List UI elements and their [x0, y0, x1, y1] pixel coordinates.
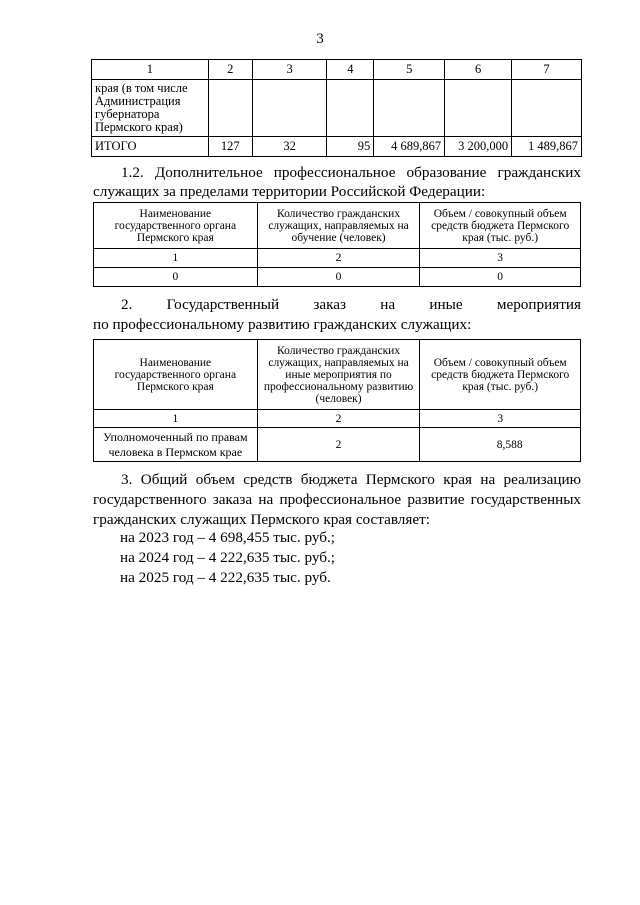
table-cell — [445, 80, 512, 137]
section-3-line3: гражданских служащих Пермского края составляет: — [93, 511, 430, 528]
section-3-line2: государственного заказа на профессиональное развитие государственных — [93, 491, 581, 508]
budget-table-continuation — [91, 59, 582, 157]
table-cell: 4 689,867 — [374, 137, 445, 157]
table-cell: 8,588 — [420, 428, 581, 462]
foreign-training-table — [93, 202, 581, 287]
table-cell: 3 — [420, 249, 581, 268]
table-cell: Уполномоченный по правам человека в Пермском крае — [94, 428, 258, 462]
table-cell: 32 — [252, 137, 327, 157]
table-cell: 95 — [327, 137, 374, 157]
table-cell — [512, 80, 582, 137]
budget-2025-line: на 2025 год – 4 222,635 тыс. руб. — [120, 569, 331, 586]
table-header-cell: Количество гражданских служащих, направляемых на иные мероприятия по профессиональному развитию (человек) — [257, 340, 420, 410]
table-cell: 2 — [257, 428, 420, 462]
page-number: 3 — [316, 31, 324, 47]
table-cell — [374, 80, 445, 137]
section-1-2-line2: служащих за пределами территории Российской Федерации: — [93, 183, 486, 200]
table-cell: 2 — [257, 249, 420, 268]
table-numbering-row — [94, 410, 581, 428]
table-cell: 7 — [512, 60, 582, 80]
other-activities-table — [93, 339, 581, 462]
table-row — [92, 80, 582, 137]
table-cell: 1 — [94, 249, 258, 268]
section-2-line1: 2. Государственный заказ на иные мероприятия — [121, 296, 581, 313]
table-cell: 1 489,867 — [512, 137, 582, 157]
table-cell: 5 — [374, 60, 445, 80]
section-1-2-line1: 1.2. Дополнительное профессиональное образование гражданских — [121, 164, 581, 181]
table-cell: 6 — [445, 60, 512, 80]
table-row — [94, 428, 581, 462]
table-header-row — [94, 340, 581, 410]
table-header-row — [92, 60, 582, 80]
table-row — [94, 268, 581, 287]
table-cell: 0 — [420, 268, 581, 287]
table-cell: 3 200,000 — [445, 137, 512, 157]
table-cell — [252, 80, 327, 137]
table-cell — [208, 80, 252, 137]
table-cell: 4 — [327, 60, 374, 80]
table-header-cell: Объем / совокупный объем средств бюджета Пермского края (тыс. руб.) — [420, 203, 581, 249]
table-cell: 2 — [257, 410, 420, 428]
table-numbering-row — [94, 249, 581, 268]
table-total-row — [92, 137, 582, 157]
table-cell: 127 — [208, 137, 252, 157]
budget-2024-line: на 2024 год – 4 222,635 тыс. руб.; — [120, 549, 336, 566]
budget-2023-line: на 2023 год – 4 698,455 тыс. руб.; — [120, 529, 336, 546]
table-cell: ИТОГО — [92, 137, 209, 157]
table-header-cell: Объем / совокупный объем средств бюджета Пермского края (тыс. руб.) — [420, 340, 581, 410]
table-cell: 0 — [257, 268, 420, 287]
table-cell: 1 — [92, 60, 209, 80]
table-header-cell: Наименование государственного органа Пермского края — [94, 340, 258, 410]
table-cell: 3 — [420, 410, 581, 428]
table-cell: края (в том числе Администрация губернатора Пермского края) — [92, 80, 209, 137]
table-cell: 1 — [94, 410, 258, 428]
table-header-cell: Количество гражданских служащих, направляемых на обучение (человек) — [257, 203, 420, 249]
table-header-cell: Наименование государственного органа Пермского края — [94, 203, 258, 249]
table-header-row — [94, 203, 581, 249]
table-cell: 0 — [94, 268, 258, 287]
table-cell: 3 — [252, 60, 327, 80]
section-3-line1: 3. Общий объем средств бюджета Пермского края на реализацию — [121, 471, 581, 488]
section-2-line2: по профессиональному развитию гражданских служащих: — [93, 316, 472, 333]
table-cell — [327, 80, 374, 137]
table-cell: 2 — [208, 60, 252, 80]
